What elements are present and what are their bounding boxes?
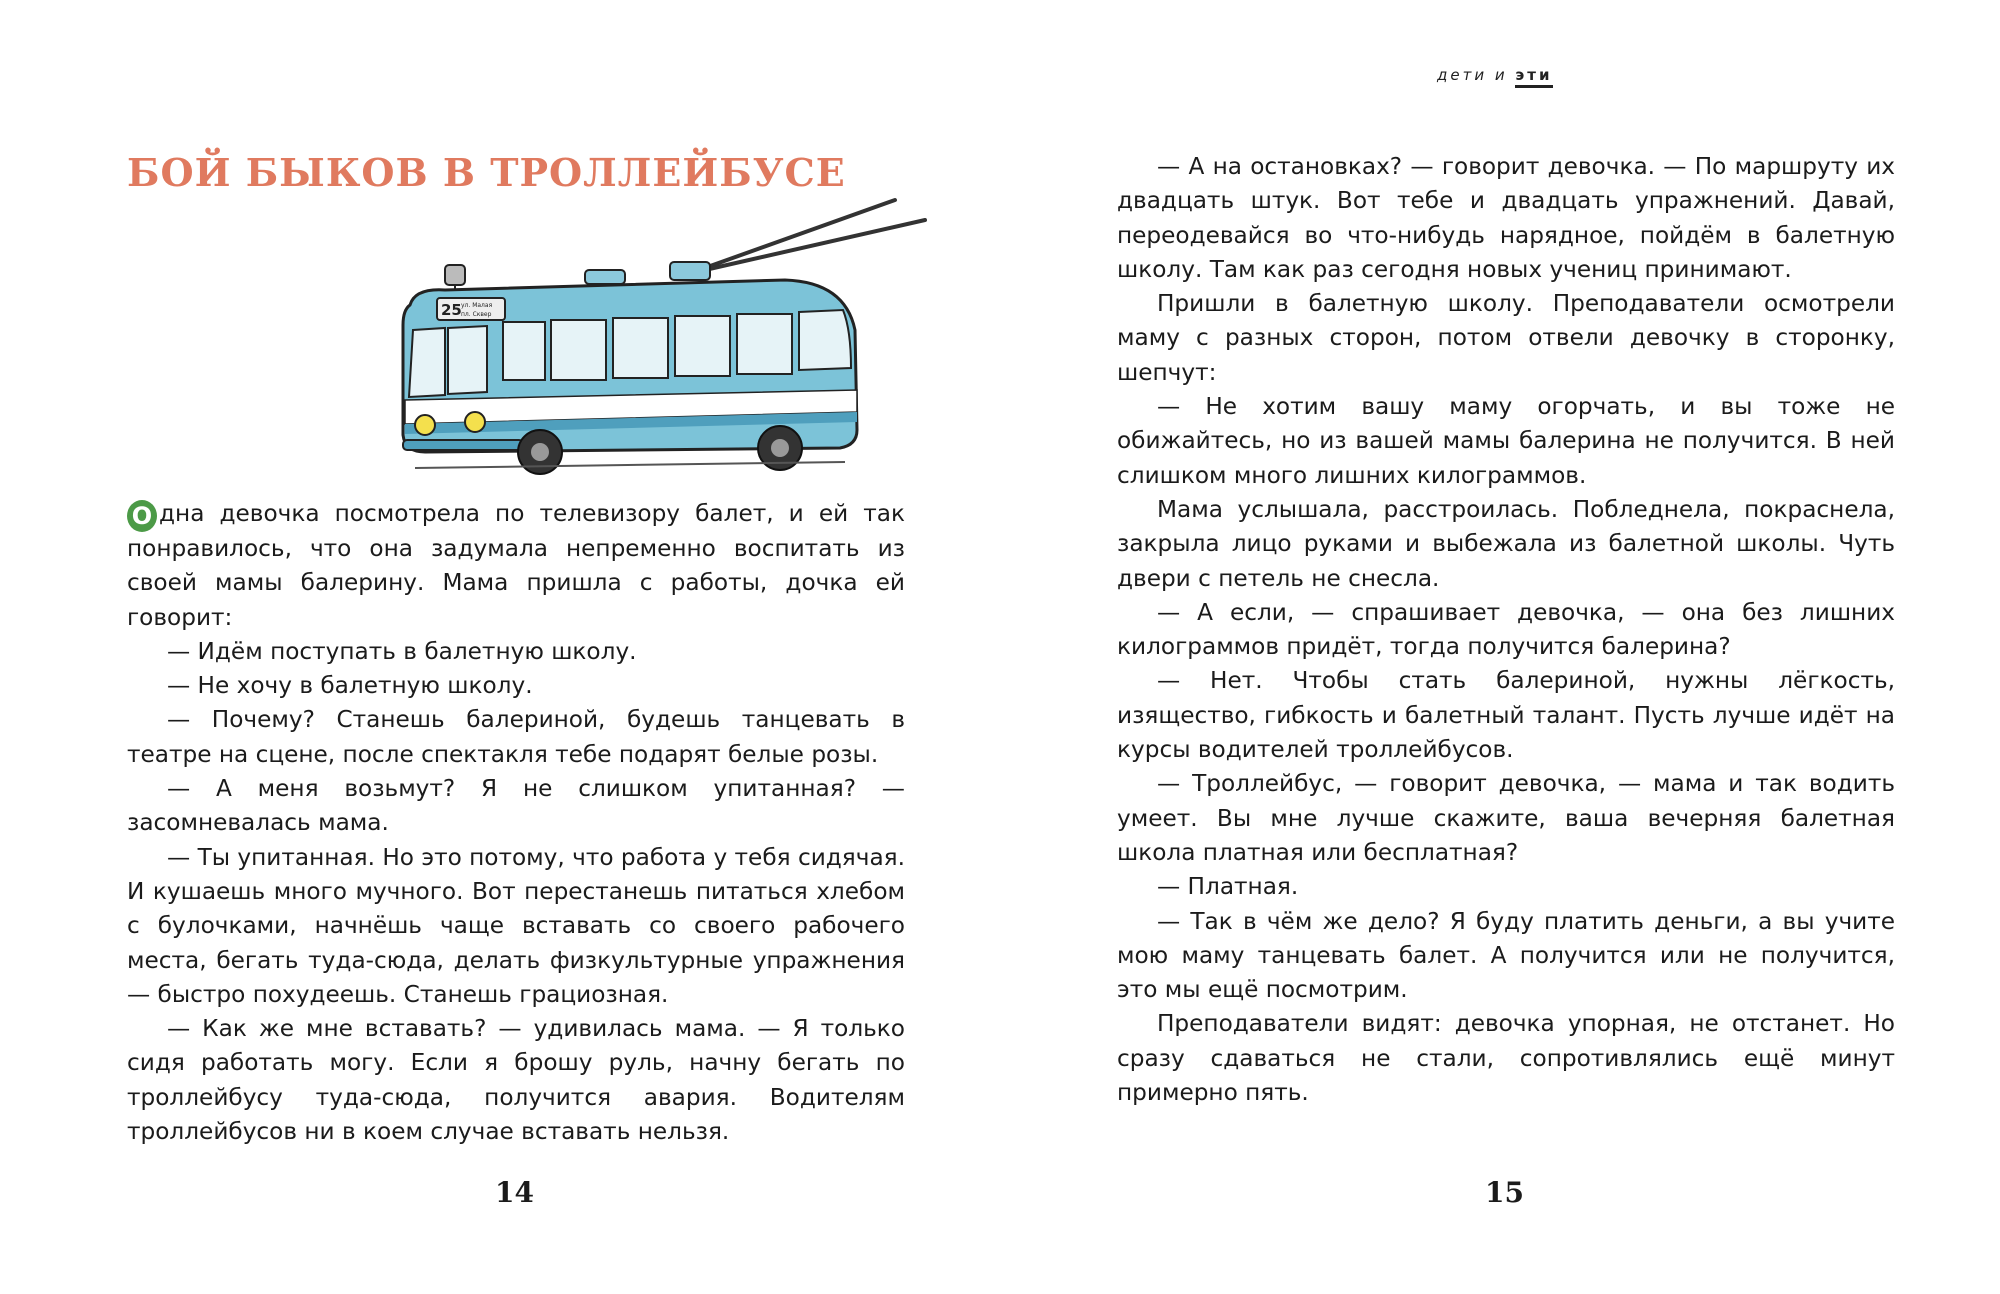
paragraph: — Платная. [1157,873,1299,901]
drop-cap: О [127,500,157,532]
chapter-title: БОЙ БЫКОВ В ТРОЛЛЕЙБУСЕ [127,150,846,195]
paragraph: Пришли в балетную школу. Преподаватели осмотрели маму с разных сторон, потом отвели девочку в сторонку, шепчут: [1117,290,1895,386]
paragraph: — Так в чём же дело? Я буду платить деньги, а вы учите мою маму танцевать балет. А получится или не получится, это мы ещё посмотрим. [1117,907,1895,1004]
paragraph: О дна девочка посмотрела по телевизору балет, и ей так понравилось, что она задумала непременно воспитать из своей мамы балерину. Мама пришла с работы, дочка ей говорит: [127,500,905,631]
paragraph: — А если, — спрашивает девочка, — она без лишних килограммов придёт, тогда получится балерина? [1117,598,1895,661]
paragraph: — А меня возьмут? Я не слишком упитанная? — засомневалась мама. [127,775,905,837]
paragraph: — Ты упитанная. Но это потому, что работа у тебя сидячая. И кушаешь много мучного. Вот перестанешь питаться хлебом с булочками, начнёшь чаще вставать со своего рабочего места, бегать туда-сюда, делать физкультурные упражнения — быстро похудеешь. Станешь грациозная. [127,843,905,1008]
paragraph: — А на остановках? — говорит девочка. — По маршруту их двадцать штук. Вот тебе и двадцать упражнений. Давай, переодевайся во что-нибудь нарядное, пойдём в балетную школу. Там как раз сегодня новых учениц принимают. [1117,153,1895,283]
paragraph: — Троллейбус, — говорит девочка, — мама и так водить умеет. Вы мне лучше скажите, ваша вечерняя балетная школа платная или бесплатная? [1117,770,1895,866]
right-body-text [1117,150,1895,1110]
paragraph: — Идём поступать в балетную школу. [167,637,637,665]
left-body-text [127,497,905,1149]
paragraph: — Нет. Чтобы стать балериной, нужны лёгкость, изящество, гибкость и балетный талант. Пусть лучше идёт на курсы водителей троллейбусов. [1117,667,1895,764]
running-head-italic: дети и [1437,66,1508,84]
paragraph: — Не хочу в балетную школу. [167,672,533,700]
paragraph: — Не хотим вашу маму огорчать, и вы тоже не обижайтесь, но из вашей мамы балерина не получится. В ней слишком много лишних килограммов. [1117,393,1895,489]
paragraph: Преподаватели видят: девочка упорная, не отстанет. Но сразу сдаваться не стали, сопротивлялись ещё минут примерно пять. [1117,1010,1895,1107]
running-head [1437,66,1553,84]
paragraph: Мама услышала, расстроилась. Побледнела, покраснела, закрыла лицо руками и выбежала из балетной школы. Чуть двери с петель не снесла. [1117,495,1895,592]
running-head-bold: эти [1515,66,1552,88]
bus-route-line2: пл. Сквер [461,311,492,318]
paragraph: — Почему? Станешь балериной, будешь танцевать в театре на сцене, после спектакля тебе подарят белые розы. [127,706,905,768]
page-number-right: 15 [1485,1176,1524,1209]
bus-route-number: 25 [441,301,462,319]
paragraph: — Как же мне вставать? — удивилась мама. — Я только сидя работать могу. Если я брошу руль, начну бегать по троллейбусу туда-сюда, получится авария. Водителям троллейбусов ни в коем случае вставать нельзя. [127,1015,905,1146]
trolleybus-illustration [385,190,935,480]
bus-route-line1: ул. Малая [461,302,493,309]
page-number-left: 14 [495,1176,534,1209]
